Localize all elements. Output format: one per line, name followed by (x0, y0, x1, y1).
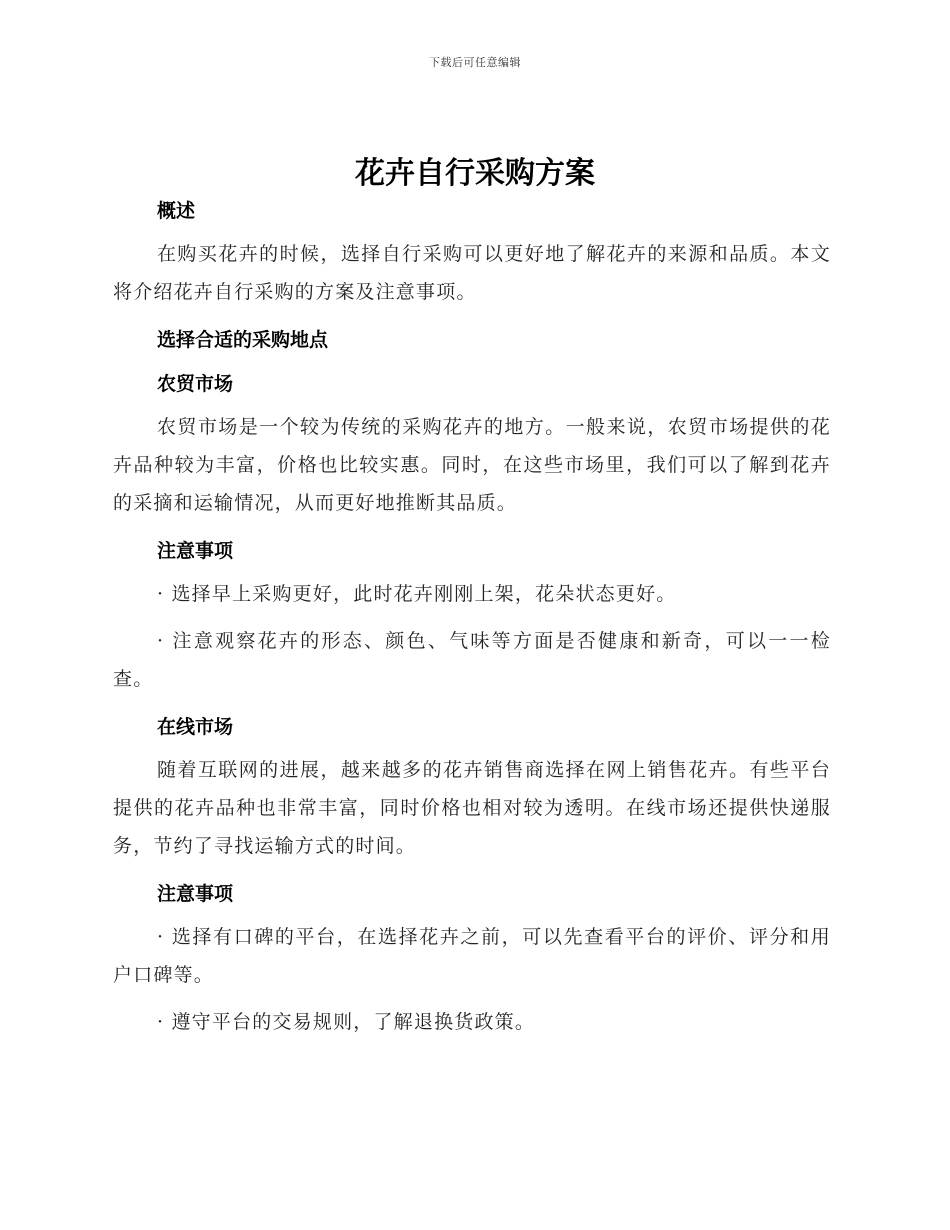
document-body (113, 196, 831, 1041)
section-heading-online-notes: 注意事项 (157, 883, 234, 905)
paragraph-online-market: 随着互联网的进展，越来越多的花卉销售商选择在网上销售花卉。有些平台提供的花卉品种也非常丰富，同时价格也相对较为透明。在线市场还提供快递服务，节约了寻找运输方式的时间。 (113, 759, 831, 857)
section-heading-market-notes: 注意事项 (157, 540, 234, 562)
document-title: 花卉自行采购方案 (355, 156, 595, 191)
list-item-online-note-1: · 选择有口碑的平台，在选择花卉之前，可以先查看平台的评价、评分和用户口碑等。 (113, 926, 831, 986)
section-heading-location: 选择合适的采购地点 (157, 329, 329, 351)
section-heading-farmers-market: 农贸市场 (157, 373, 234, 395)
section-heading-online-market: 在线市场 (157, 716, 234, 738)
list-item-online-note-2: · 遵守平台的交易规则，了解退换货政策。 (157, 1011, 536, 1033)
paragraph-farmers-market: 农贸市场是一个较为传统的采购花卉的地方。一般来说，农贸市场提供的花卉品种较为丰富，价格也比较实惠。同时，在这些市场里，我们可以了解到花卉的采摘和运输情况，从而更好地推断其品质。 (113, 416, 831, 514)
paragraph-overview: 在购买花卉的时候，选择自行采购可以更好地了解花卉的来源和品质。本文将介绍花卉自行采购的方案及注意事项。 (113, 243, 831, 303)
list-item-market-note-2: · 注意观察花卉的形态、颜色、气味等方面是否健康和新奇，可以一一检查。 (113, 630, 831, 690)
page-header-note: 下载后可任意编辑 (429, 56, 521, 69)
list-item-market-note-1: · 选择早上采购更好，此时花卉刚刚上架，花朵状态更好。 (157, 583, 677, 605)
section-heading-overview: 概述 (157, 200, 196, 222)
